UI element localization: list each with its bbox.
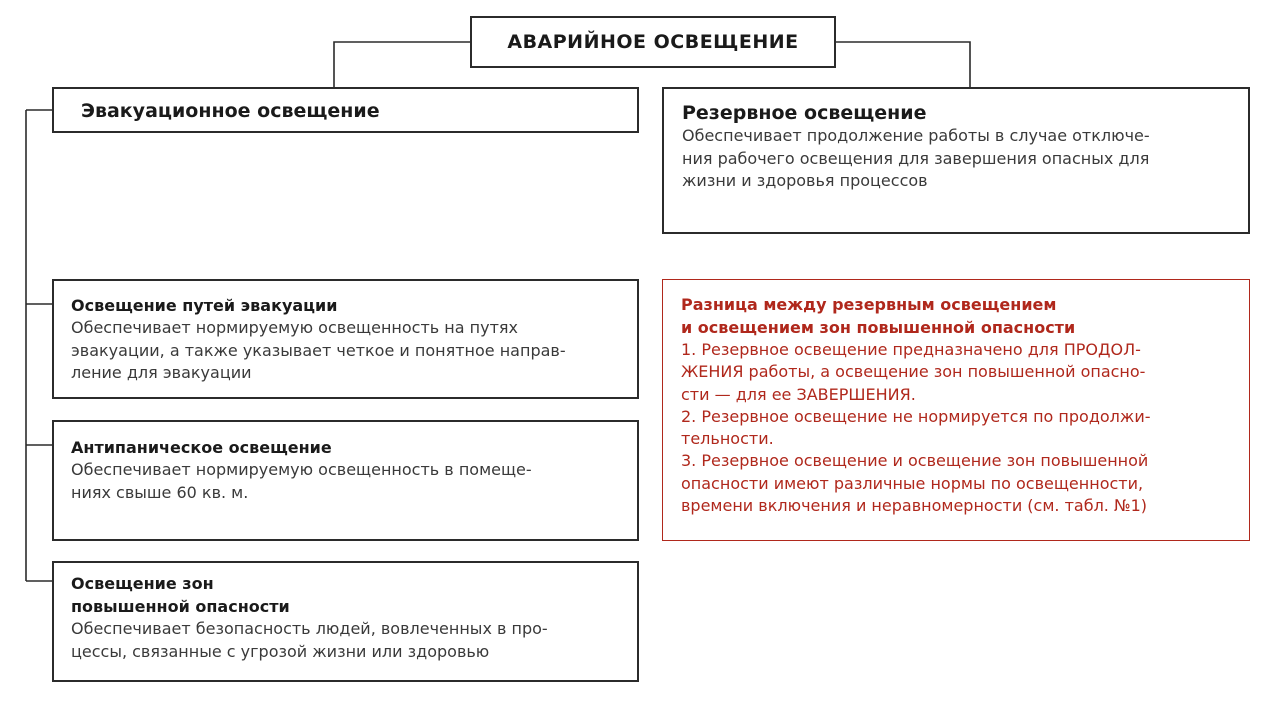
hazard-zones-box [52, 561, 639, 682]
reserve-lighting-title: Резервное освещение [682, 102, 927, 124]
text-line: тельности. [681, 429, 774, 449]
text-line: времени включения и неравномерности (см. табл. №1) [681, 496, 1148, 516]
hazard-zones-title [71, 572, 637, 618]
text-line: 1. Резервное освещение предназначено для ПРОДОЛ- [681, 340, 1141, 359]
text-line: ЖЕНИЯ работы, а освещение зон повышенной опасно- [681, 362, 1146, 382]
title-line: Освещение зон [71, 574, 214, 593]
difference-note-body [681, 339, 1249, 517]
text-line: жизни и здоровья процессов [682, 171, 928, 190]
text-line: ниях свыше 60 кв. м. [71, 482, 249, 502]
hazard-zones-description [71, 618, 637, 663]
text-line: 3. Резервное освещение и освещение зон повышенной [681, 451, 1149, 471]
difference-note-box [662, 279, 1250, 541]
antipanic-lighting-box [52, 420, 639, 541]
connector-title-to-reserve [836, 42, 970, 87]
main-title: АВАРИЙНОЕ ОСВЕЩЕНИЕ [507, 31, 799, 53]
title-line: повышенной опасности [71, 597, 290, 616]
text-line: Обеспечивает нормируемую освещенность в помеще- [71, 460, 532, 479]
evacuation-paths-title: Освещение путей эвакуации [71, 296, 338, 315]
text-line: сти — для ее ЗАВЕРШЕНИЯ. [681, 384, 916, 404]
evacuation-lighting-box [52, 87, 639, 133]
evacuation-lighting-title: Эвакуационное освещение [81, 100, 380, 122]
text-line: эвакуации, а также указывает четкое и понятное направ- [71, 340, 566, 360]
reserve-lighting-box [662, 87, 1250, 234]
text-line: ния рабочего освещения для завершения опасных для [682, 148, 1150, 168]
text-line: цессы, связанные с угрозой жизни или здоровью [71, 641, 490, 661]
text-line: опасности имеют различные нормы по освещенности, [681, 473, 1144, 493]
main-title-box [470, 16, 836, 68]
connector-title-to-evacuation [334, 42, 470, 87]
text-line: Обеспечивает нормируемую освещенность на путях [71, 318, 518, 337]
evacuation-paths-description [71, 317, 637, 385]
text-line: ление для эвакуации [71, 363, 252, 382]
evacuation-paths-box [52, 279, 639, 399]
text-line: Обеспечивает безопасность людей, вовлеченных в про- [71, 619, 548, 638]
text-line: 2. Резервное освещение не нормируется по продолжи- [681, 406, 1151, 426]
difference-note-title [681, 293, 1249, 339]
title-line: и освещением зон повышенной опасности [681, 318, 1076, 337]
text-line: Обеспечивает продолжение работы в случае отключе- [682, 126, 1150, 145]
title-line: Разница между резервным освещением [681, 295, 1057, 314]
antipanic-lighting-description [71, 459, 637, 504]
antipanic-lighting-title: Антипаническое освещение [71, 438, 332, 457]
reserve-lighting-description [682, 125, 1248, 193]
